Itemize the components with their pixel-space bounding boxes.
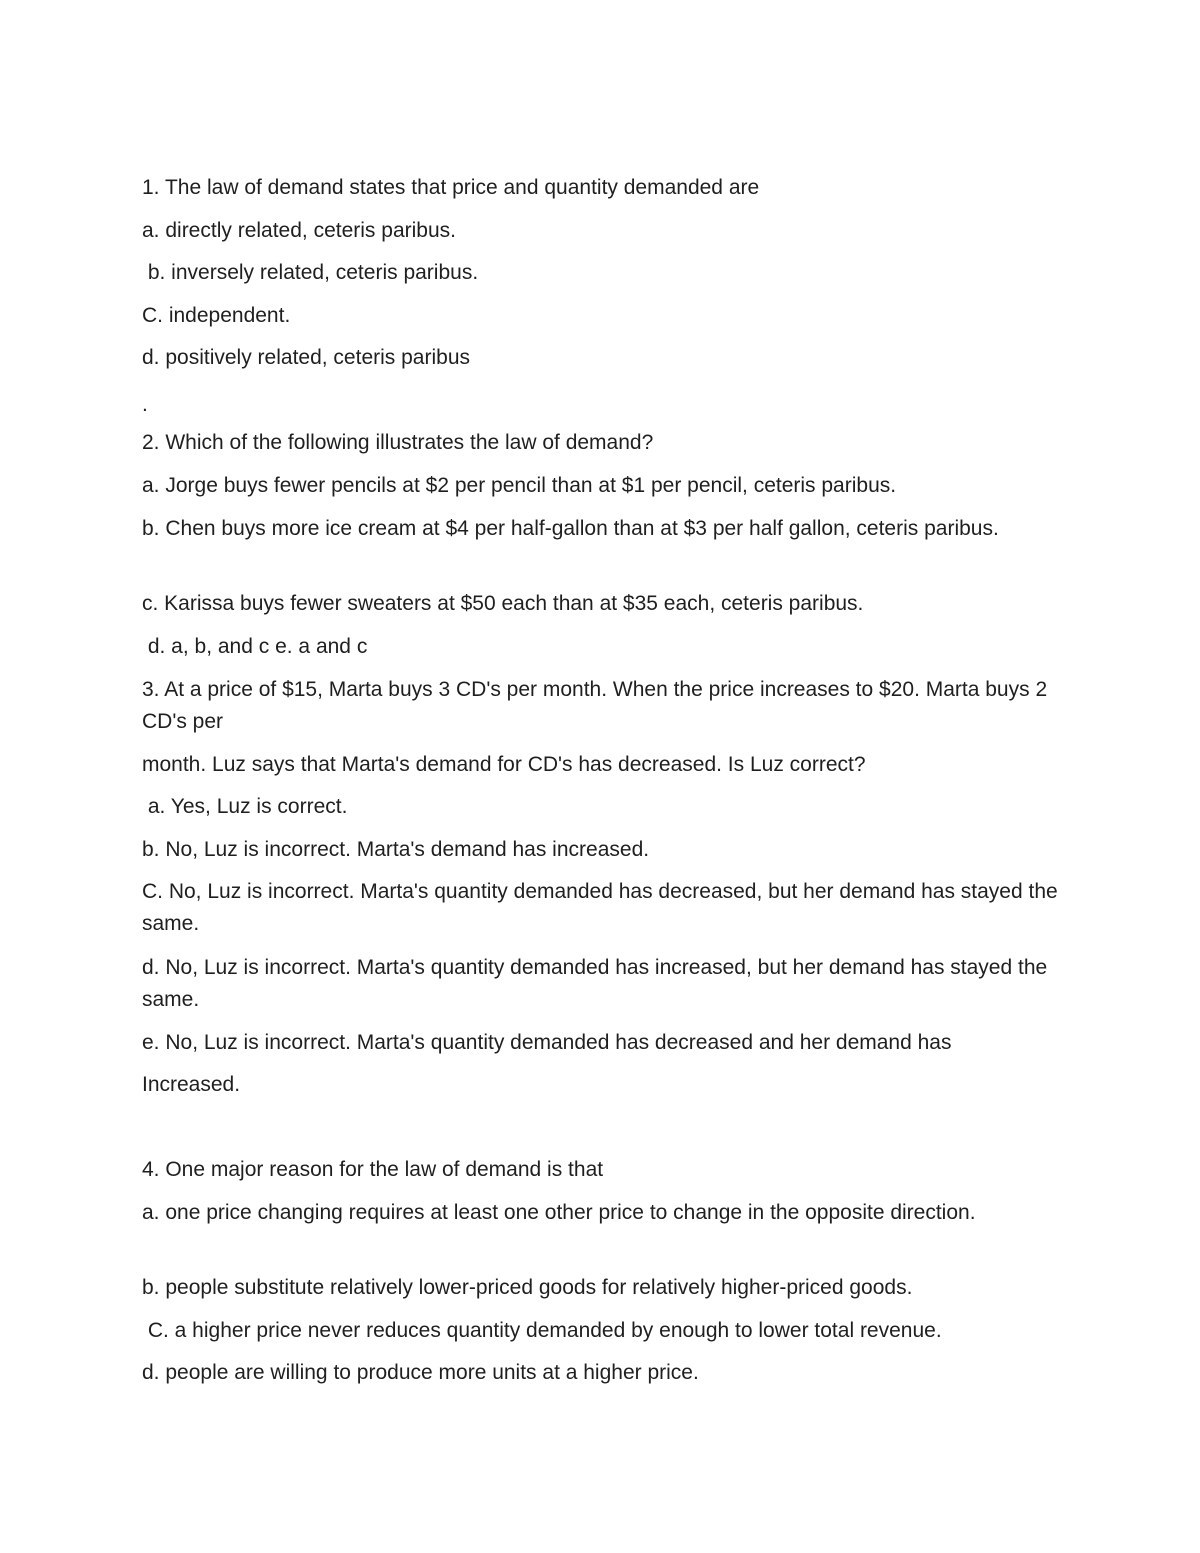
question-1-option-a: a. directly related, ceteris paribus.	[142, 219, 456, 242]
question-4-option-b: b. people substitute relatively lower-priced goods for relatively higher-priced goods.	[142, 1276, 913, 1299]
question-2-option-b: b. Chen buys more ice cream at $4 per half-gallon than at $3 per half gallon, ceteris paribus.	[142, 517, 999, 540]
question-4-option-a: a. one price changing requires at least one other price to change in the opposite direction.	[142, 1201, 976, 1224]
question-2-option-a: a. Jorge buys fewer pencils at $2 per pencil than at $1 per pencil, ceteris paribus.	[142, 474, 897, 497]
question-3-option-e-continued: Increased.	[142, 1073, 241, 1096]
question-2-option-c: c. Karissa buys fewer sweaters at $50 each than at $35 each, ceteris paribus.	[142, 592, 864, 615]
question-1-option-d: d. positively related, ceteris paribus	[142, 346, 470, 369]
question-4-option-c: C. a higher price never reduces quantity demanded by enough to lower total revenue.	[142, 1319, 942, 1342]
question-3-option-d: d. No, Luz is incorrect. Marta's quantity demanded has increased, but her demand has stayed the same.	[142, 956, 1054, 1011]
question-3-option-b: b. No, Luz is incorrect. Marta's demand has increased.	[142, 838, 650, 861]
question-2-option-d-e: d. a, b, and c e. a and c	[142, 635, 368, 658]
question-1-prompt: 1. The law of demand states that price and quantity demanded are	[142, 176, 760, 199]
question-3-prompt-line-2: month. Luz says that Marta's demand for CD's has decreased. Is Luz correct?	[142, 753, 866, 776]
question-2-prompt: 2. Which of the following illustrates the law of demand?	[142, 431, 654, 454]
question-3-option-c: C. No, Luz is incorrect. Marta's quantity demanded has decreased, but her demand has stayed the same.	[142, 880, 1064, 935]
question-1-trailing-period: .	[142, 393, 148, 416]
question-3-option-a: a. Yes, Luz is correct.	[142, 795, 348, 818]
question-4-prompt: 4. One major reason for the law of demand is that	[142, 1158, 604, 1181]
question-1-option-b: b. inversely related, ceteris paribus.	[142, 261, 479, 284]
question-4-option-d: d. people are willing to produce more units at a higher price.	[142, 1361, 699, 1384]
question-3-option-e: e. No, Luz is incorrect. Marta's quantity demanded has decreased and her demand has	[142, 1031, 952, 1054]
question-3-prompt-line-1: 3. At a price of $15, Marta buys 3 CD's per month. When the price increases to $20. Marta buys 2 CD's per	[142, 678, 1053, 733]
question-1-option-c: C. independent.	[142, 304, 291, 327]
